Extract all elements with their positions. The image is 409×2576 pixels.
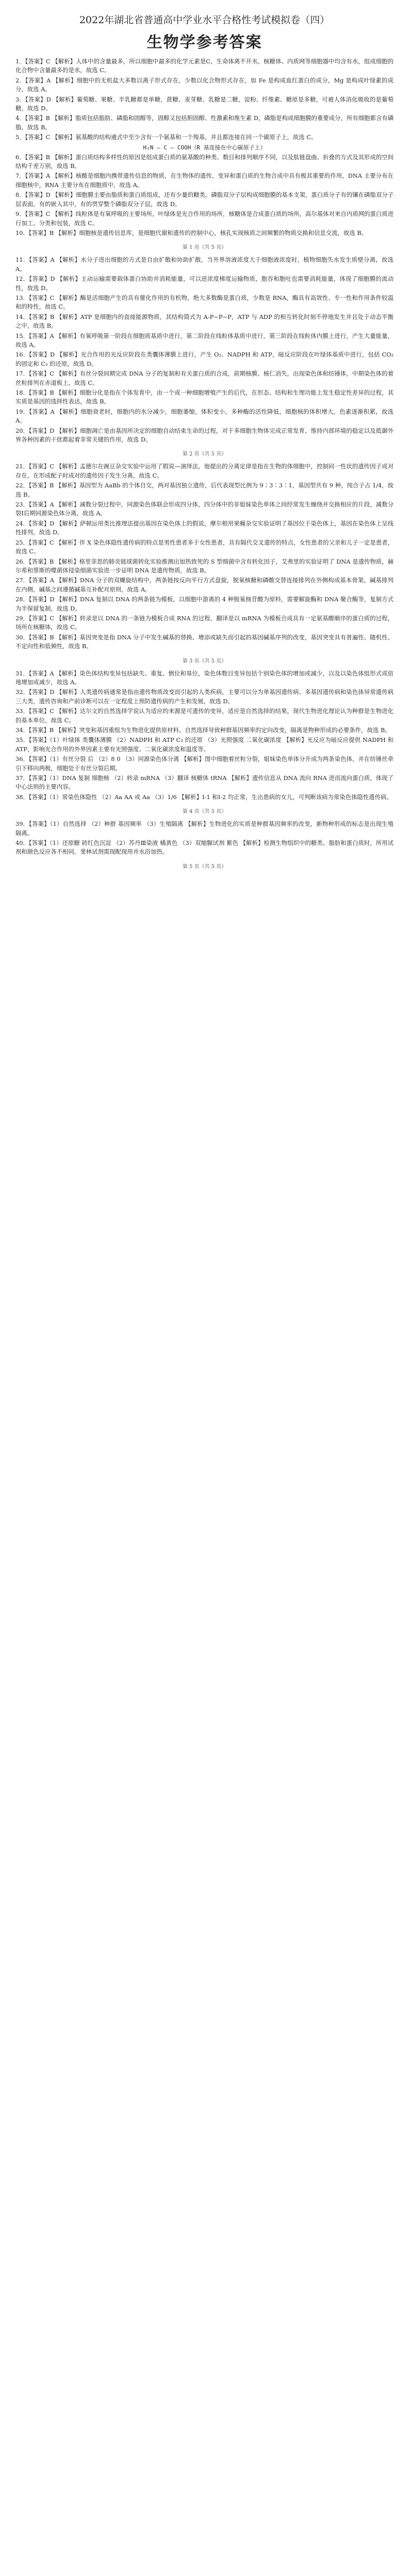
answer-paragraph: 26．【答案】B 【解析】格里菲思的肺炎链球菌转化实验推测出加热致死的 S 型细菌中含有转化因子，艾弗里的实验证明了 DNA 是遗传物质，赫尔希和蔡斯的噬菌体侵染细菌实验进一步证明 DNA 是遗传物质，故选 B。 [15,557,394,574]
answer-paragraph: 22．【答案】B 【解析】基因型为 AaBb 的个体自交，两对基因独立遗传，后代表现型比例为 9∶3∶3∶1，基因型共有 9 种，纯合子占 1/4，故选 B。 [15,482,394,498]
answer-paragraph: 4．【答案】B 【解析】脂质包括脂肪、磷脂和固醇等，固醇又包括胆固醇、性激素和维生素 D，磷脂是构成细胞膜的重要成分，所有细胞都含有磷脂，故选 B。 [15,114,394,131]
page-number: 第 1 页（共 5 页） [182,245,227,251]
page-break [15,449,394,457]
answer-paragraph: 37．【答案】（1）DNA 复制 细胞核 （2）转录 mRNA （3）翻译 核糖体 tRNA 【解析】遗传信息从 DNA 流向 RNA 进而流向蛋白质，体现了中心法则的主要内容。 [15,774,394,791]
formula: H₂N — C — COOH（R 基连接在中心碳原子上） [143,144,266,151]
answer-paragraph: 17．【答案】C 【解析】有丝分裂间期完成 DNA 分子的复制和有关蛋白质的合成，前期核膜、核仁消失，出现染色体和纺锤体，中期染色体的着丝粒排列在赤道板上，故选 C。 [15,370,394,386]
page-1-content [15,57,394,238]
answer-paragraph: 14．【答案】B 【解析】ATP 是细胞内的直接能源物质，其结构简式为 A-P~P~P，ATP 与 ADP 的相互转化时刻不停地发生并且处于动态平衡之中，故选 B。 [15,313,394,330]
answer-paragraph: 6．【答案】B 【解析】蛋白质结构多样性的原因是组成蛋白质的氨基酸的种类、数目和排列顺序不同，以及肽链盘曲、折叠的方式及其形成的空间结构千差万别，故选 B。 [15,153,394,170]
answer-paragraph: 10．【答案】B 【解析】细胞核是遗传信息库，是细胞代谢和遗传的控制中心，核孔实现核质之间频繁的物质交换和信息交流，故选 B。 [15,229,368,236]
answer-paragraph: 13．【答案】C 【解析】酶是活细胞产生的具有催化作用的有机物，绝大多数酶是蛋白质，少数是 RNA，酶具有高效性、专一性和作用条件较温和的特性，故选 C。 [15,294,394,311]
page-number: 第 4 页（共 5 页） [182,809,227,815]
page-4-content [15,669,394,802]
answer-paragraph: 5．【答案】C 【解析】氨基酸的结构通式中至少含有一个氨基和一个羧基，并且都连接在同一个碳原子上，故选 C。 [15,133,317,141]
page-break [15,807,394,815]
answer-paragraph: 8．【答案】D 【解析】细胞膜主要由脂质和蛋白质组成，还有少量的糖类，磷脂双分子层构成细胞膜的基本支架，蛋白质分子有的镶在磷脂双分子层表面，有的嵌入其中，有的贯穿整个磷脂双分子层，故选 D。 [15,191,394,208]
answer-paragraph: 38．【答案】（1）常染色体隐性 （2）Aa AA 或 Aa （3）1/6 【解析】Ⅰ-1 和Ⅰ-2 均正常，生出患病的女儿，可判断该病为常染色体隐性遗传病。 [15,793,392,801]
answer-paragraph: 23．【答案】A 【解析】减数分裂过程中，同源染色体联会形成四分体，四分体中的非姐妹染色单体之间经常发生缠绕并交换相应的片段，减数分裂Ⅰ后期同源染色体分离，故选 A。 [15,501,394,517]
answer-paragraph: 19．【答案】A 【解析】细胞衰老时，细胞内的水分减少，细胞萎缩，体积变小，多种酶的活性降低，细胞核的体积增大，色素逐渐积累，故选 A。 [15,408,394,425]
answer-paragraph: 1．【答案】C 【解析】人体中的含量最多，所以细胞中最多的化学元素是C，生命体离不开水，核糖体、内质网等细胞器中均含有水，组成细胞的化合物中含量最多的是水，故选 C。 [15,58,394,74]
page-5-content [15,820,394,857]
answer-paragraph: 40．【答案】（1）还原糖 砖红色沉淀 （2）苏丹Ⅲ染液 橘黄色 （3）双缩脲试剂 紫色 【解析】检测生物组织中的糖类、脂肪和蛋白质时，所用试剂和颜色反应各不相同，斐林试剂需现配现用并水浴加热。 [15,839,394,856]
page-break [15,862,394,870]
answer-paragraph: 24．【答案】D 【解析】萨顿运用类比推理法提出基因在染色体上的假说，摩尔根用果蝇杂交实验证明了基因位于染色体上，基因在染色体上呈线性排列，故选 D。 [15,519,394,536]
answer-paragraph: 27．【答案】A 【解析】DNA 分子的双螺旋结构中，两条链按反向平行方式盘旋，脱氧核糖和磷酸交替连接排列在外侧构成基本骨架，碱基排列在内侧，碱基之间遵循碱基互补配对原则，故选 A。 [15,577,394,593]
answer-paragraph: 11．【答案】A 【解析】水分子进出细胞的方式是自由扩散和协助扩散，当外界溶液浓度大于细胞液浓度时，植物细胞失水发生质壁分离，故选 A。 [15,256,394,273]
answer-paragraph: 35．【答案】（1）叶绿体 类囊体薄膜 （2）NADPH 和 ATP C₃ 的还原 （3）光照强度 二氧化碳浓度 【解析】光反应为暗反应提供 NADPH 和 ATP，影响光合作用的外界因素主要有光照强度、二氧化碳浓度和温度等。 [15,736,394,753]
answer-paragraph: 31．【答案】A 【解析】染色体结构变异包括缺失、重复、倒位和易位，染色体数目变异包括个别染色体的增加或减少，以及以染色体组形式成倍地增加或减少，故选 A。 [15,669,394,686]
page-number: 第 5 页（共 5 页） [182,863,227,870]
answer-paragraph: 20．【答案】D 【解析】细胞凋亡是由基因所决定的细胞自动结束生命的过程，对于多细胞生物体完成正常发育、维持内部环境的稳定以及抵御外界各种因素的干扰都起着非常关键的作用，故选 D。 [15,427,394,444]
answer-paragraph: 28．【答案】D 【解析】DNA 复制以 DNA 的两条链为模板，以细胞中游离的 4 种脱氧核苷酸为原料，需要解旋酶和 DNA 聚合酶等，复制方式为半保留复制，故选 D。 [15,596,394,612]
answer-paragraph: 36．【答案】（1）有丝分裂 后 （2）8 0 （3）同源染色体分离 【解析】图中细胞着丝粒分裂，姐妹染色单体分开成为两条染色体，并在纺锤丝牵引下移向两极，细胞处于有丝分裂后期。 [15,755,394,772]
answer-paragraph: 29．【答案】C 【解析】转录是以 DNA 的一条链为模板合成 RNA 的过程，翻译是以 mRNA 为模板合成具有一定氨基酸顺序的蛋白质的过程，场所在核糖体，故选 C。 [15,614,394,631]
page-number: 第 3 页（共 5 页） [182,658,227,664]
answer-paragraph: 2．【答案】A 【解析】细胞中的无机盐大多数以离子形式存在，少数以化合物形式存在，如 Fe 是构成血红蛋白的成分，Mg 是构成叶绿素的成分，故选 A。 [15,76,394,93]
answer-paragraph: 7．【答案】A 【解析】核酸是细胞内携带遗传信息的物质，在生物体的遗传、变异和蛋白质的生物合成中具有极其重要的作用，DNA 主要分布在细胞核中，RNA 主要分布在细胞质中，故选 A。 [15,172,394,189]
page-2-content [15,256,394,444]
answer-paragraph: 15．【答案】A 【解析】有氧呼吸第一阶段在细胞质基质中进行，第二阶段在线粒体基质中进行，第三阶段在线粒体内膜上进行，产生大量能量，故选 A。 [15,332,394,348]
page-break [15,243,394,250]
answer-paragraph: 34．【答案】B 【解析】突变和基因重组为生物进化提供原材料，自然选择导致种群基因频率的定向改变，隔离是物种形成的必要条件，故选 B。 [15,726,391,734]
document-title: 2022年湖北省普通高中学业水平合格性考试模拟卷（四） [79,14,330,26]
answer-paragraph: 9．【答案】C 【解析】线粒体是有氧呼吸的主要场所，叶绿体是光合作用的场所，核糖体是合成蛋白质的场所，高尔基体对来自内质网的蛋白质进行加工、分类和包装，故选 C。 [15,210,394,227]
document-subtitle: 生物学参考答案 [146,33,263,52]
answer-paragraph: 30．【答案】B 【解析】基因突变是指 DNA 分子中发生碱基的替换、增添或缺失而引起的基因碱基序列的改变，基因突变具有普遍性、随机性、不定向性和低频性，故选 B。 [15,633,394,650]
answer-paragraph: 39．【答案】（1）自然选择 （2）种群 基因频率 （3）生殖隔离 【解析】生物进化的实质是种群基因频率的改变，新物种形成的标志是出现生殖隔离。 [15,820,394,837]
page-number: 第 2 页（共 5 页） [182,451,227,457]
answer-paragraph: 12．【答案】D 【解析】主动运输需要载体蛋白协助并消耗能量，可以逆浓度梯度运输物质，胞吞和胞吐也需要消耗能量，体现了细胞膜的流动性，故选 D。 [15,275,394,292]
page-break [15,656,394,664]
answer-paragraph: 16．【答案】D 【解析】光合作用的光反应阶段在类囊体薄膜上进行，产生 O₂、NADPH 和 ATP，暗反应阶段在叶绿体基质中进行，包括 CO₂ 的固定和 C₃ 的还原，故选 D。 [15,351,394,367]
answer-paragraph: 32．【答案】D 【解析】人类遗传病通常是指由遗传物质改变而引起的人类疾病，主要可以分为单基因遗传病、多基因遗传病和染色体异常遗传病三大类，遗传咨询和产前诊断可以在一定程度上预防遗传病的产生和发展，故选 D。 [15,688,394,705]
answer-paragraph: 3．【答案】D 【解析】葡萄糖、果糖、半乳糖都是单糖，蔗糖、麦芽糖、乳糖是二糖，淀粉、纤维素、糖原是多糖，可被人体消化吸收的是葡萄糖，故选 D。 [15,95,394,112]
answer-paragraph: 25．【答案】C 【解析】伴 X 染色体隐性遗传病的特点是男性患者多于女性患者，具有隔代交叉遗传的特点，女性患者的父亲和儿子一定是患者，故选 C。 [15,538,394,555]
answer-paragraph: 18．【答案】B 【解析】细胞分化是指在个体发育中，由一个或一种细胞增殖产生的后代，在形态、结构和生理功能上发生稳定性差异的过程，其实质是基因的选择性表达，故选 B。 [15,389,394,405]
answer-paragraph: 33．【答案】C 【解析】达尔文的自然选择学说认为适应的来源是可遗传的变异，适应是自然选择的结果，现代生物进化理论认为种群是生物进化的基本单位，故选 C。 [15,707,394,724]
answer-paragraph: 21．【答案】C 【解析】孟德尔在豌豆杂交实验中运用了假说—演绎法，他提出的分离定律是指在生物的体细胞中，控制同一性状的遗传因子成对存在，在形成配子时成对的遗传因子发生分离，故选 C。 [15,463,394,479]
page-3-content [15,462,394,651]
